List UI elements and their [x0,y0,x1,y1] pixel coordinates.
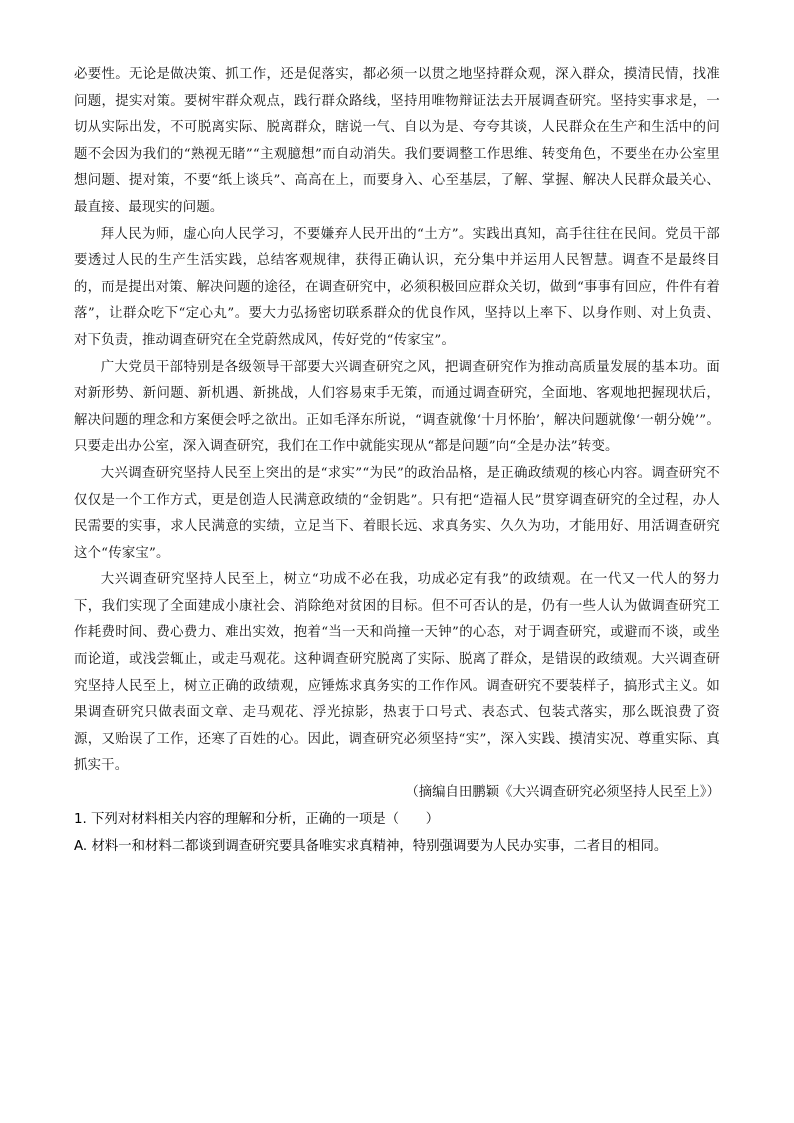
paragraph-2: 拜人民为师，虚心向人民学习，不要嫌弃人民开出的“土方”。实践出真知，高手往往在民间。党员干部要透过人民的生产生活实践，总结客观规律，获得正确认识，充分集中并运用人民智慧。调查不是最终目的，而是提出对策、解决问题的途径，在调查研究中，必须积极回应群众关切，做到“事事有回应，件件有着落”，让群众吃下“定心丸”。要大力弘扬密切联系群众的优良作风，坚持以上率下、以身作则、对上负责、对下负责，推动调查研究在全党蔚然成风，传好党的“传家宝”。 [74,226,720,348]
source-citation: （摘编自田鹏颖《大兴调查研究必须坚持人民至上》） [405,785,720,801]
paragraph-4: 大兴调查研究坚持人民至上突出的是“求实”“为民”的政治品格，是正确政绩观的核心内容。调查研究不仅仅是一个工作方式，更是创造人民满意政绩的“金钥匙”。只有把“造福人民”贯穿调查研究的全过程，办人民需要的实事，求人民满意的实绩，立足当下、着眼长远、求真务实、久久为功，才能用好、用活调查研究这个“传家宝”。 [74,465,720,561]
paragraph-5: 大兴调查研究坚持人民至上，树立“功成不必在我，功成必定有我”的政绩观。在一代又一代人的努力下，我们实现了全面建成小康社会、消除绝对贫困的目标。但不可否认的是，仍有一些人认为做调查研究工作耗费时间、费心费力、难出实效，抱着“当一天和尚撞一天钟”的心态，对于调查研究，或避而不谈，或坐而论道，或浅尝辄止，或走马观花。这种调查研究脱离了实际、脱离了群众，是错误的政绩观。大兴调查研究坚持人民至上，树立正确的政绩观，应锤炼求真务实的工作作风。调查研究不要装样子，搞形式主义。如果调查研究只做表面文章、走马观花、浮光掠影，热衷于口号式、表态式、包装式落实，那么既浪费了资源，又贻误了工作，还寒了百姓的心。因此，调查研究必须坚持“实”，深入实践、摸清实况、尊重实际、真抓实干。 [74,572,720,774]
question-stem: 1. 下列对材料相关内容的理解和分析，正确的一项是（ ） [74,812,440,828]
option-a: A. 材料一和材料二都谈到调查研究要具备唯实求真精神，特别强调要为人民办实事，二者目的相同。 [74,839,668,855]
paragraph-1: 必要性。无论是做决策、抓工作，还是促落实，都必须一以贯之地坚持群众观，深入群众，摸清民情，找准问题，提实对策。要树牢群众观点，践行群众路线，坚持用唯物辩证法去开展调查研究。坚持实事求是，一切从实际出发，不可脱离实际、脱离群众，瞎说一气、自以为是、夸夸其谈，人民群众在生产和生活中的问题不会因为我们的“熟视无睹”“主观臆想”而自动消失。我们要调整工作思维、转变角色，不要坐在办公室里想问题、提对策，不要“纸上谈兵”、高高在上，而要身入、心至基层，了解、掌握、解决人民群众最关心、最直接、最现实的问题。 [74,67,720,215]
paragraph-3: 广大党员干部特别是各级领导干部要大兴调查研究之风，把调查研究作为推动高质量发展的基本功。面对新形势、新问题、新机遇、新挑战，人们容易束手无策，而通过调查研究，全面地、客观地把握现状后，解决问题的理念和方案便会呼之欲出。正如毛泽东所说，“调查就像‘十月怀胎’，解决问题就像‘一朝分娩’”。只要走出办公室，深入调查研究，我们在工作中就能实现从“都是问题”向“全是办法”转变。 [74,359,720,455]
